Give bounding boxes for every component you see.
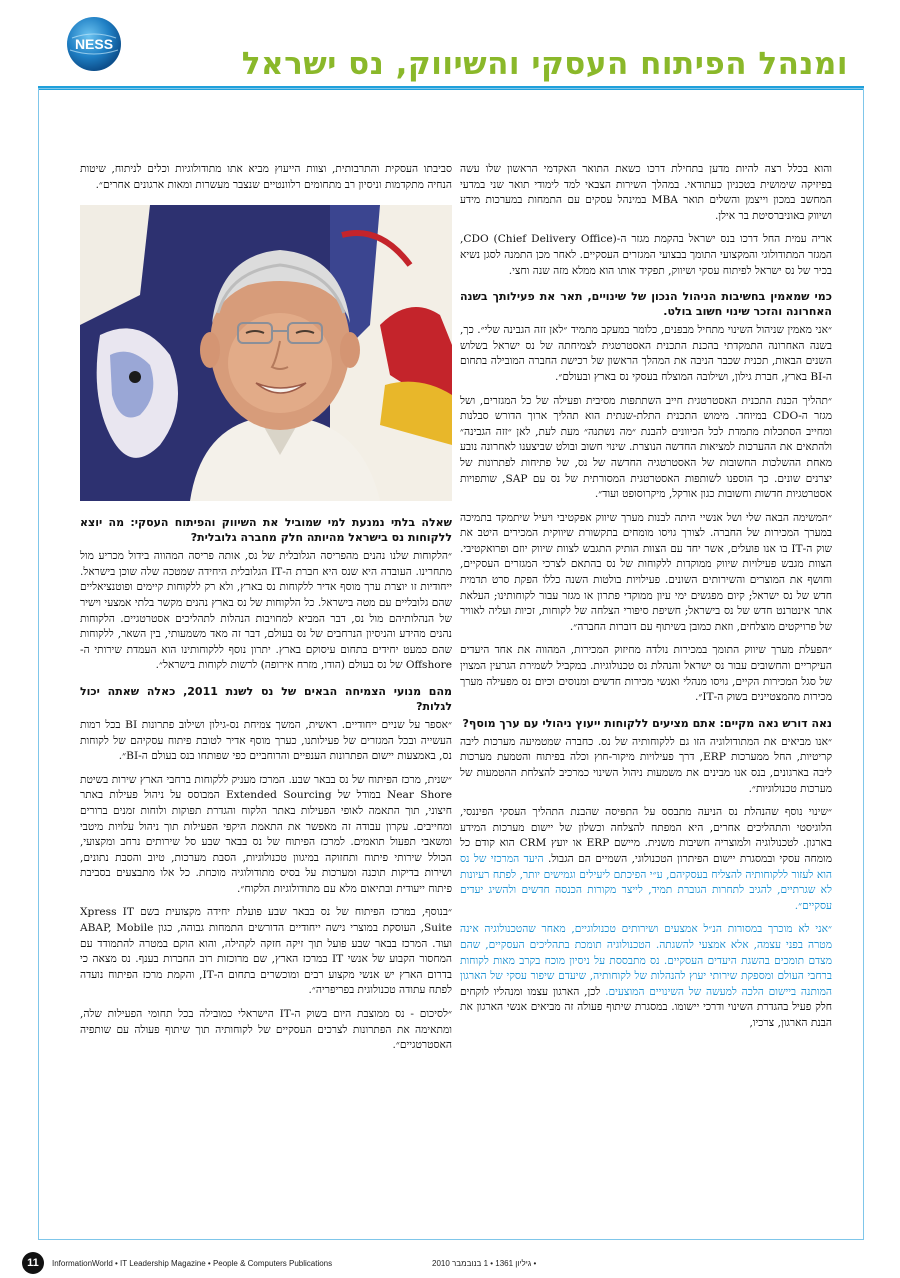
page-footer: [22, 1256, 882, 1274]
question-heading: מהם מנועי הצמיחה הבאים של נס לשנת 2011, כאלה שאתה יכול לגלות?: [80, 684, 452, 713]
portrait-illustration: [80, 205, 452, 501]
paragraph: ״הפעלת מערך שיווק התומך במכירות נולדה מחיזוק המכירות, המהווה את אחד היעדים העיקריים והחשובים עבור נס ישראל והנהלת נס טכנולוגיות. במקביל לשמירת הגרעין המצוין של סגל המכירות הקיים, גויסו מנהלי ואנשי מכירות חדשים ומנוסים וכיום נס מפעילה מערך מכירות מהמצטיינים בשוק ה-IT״.: [460, 644, 832, 704]
portrait-photo: [80, 205, 452, 501]
page-number: 11: [22, 1252, 44, 1274]
question-heading: שאלה בלתי נמנעת למי שמוביל את השיווק והפיתוח העסקי: מה יוצא ללקוחות נס בישראל מהיותה חלק מחברה גלובלית?: [80, 516, 452, 545]
paragraph: ״אנו מביאים את המתודולוגיה הזו גם ללקוחותיה של נס. כחברה שמטמיעה מערכות ליבה קריטיות, החל ממערכות ERP, דרך פעילויות מיקור-חוץ וכלה בפיתוח והטמעת מערכות ליבה בארגונים, בנס אנו מבינים את משמעות ניהול השינוי כמרכיב להצלחת ההטמעות של מערכות טכנולוגיות״.: [460, 735, 832, 795]
right-column: [460, 162, 832, 1040]
paragraph: ״הלקוחות שלנו נהנים מהפריסה הגלובלית של נס, אותה פריסה המהווה בידול מכריע מול מתחרינו. העובדה היא שנס היא חברת ה-IT הגלובלית היחידה שמטכה שלה שוכן בישראל. ייחודיות זו יוצרת ערך מוסף אדיר ללקוחות נס בארץ, ולא רק ללקוחות קיימים ופוטנציאליים שהם גלובליים עם מטה בישראל. כל הלקוחות של נס בארץ נהנים מקשר בלתי אמצעי וישיר של הנהלותיהם מול נס, דבר המביא למחויבות הנהלות לתהליכים אסטרטגיים. הלקוחות נהנים מהידע והניסיון הנרחבים של נס בעולם, דבר זה מאד משמעותי, בין השאר, ללקוחות שהם כמעט יחידים בתחום עיסוקם בארץ. יתרון נוסף ללקוחותינו הוא העמדת שירותי ה-Offshore של נס בעולם (הודו, מזרח אירופה) לרשות לקוחות בישראל״.: [80, 550, 452, 672]
paragraph: ״בנוסף, במרכז הפיתוח של נס בבאר שבע פועלת יחידה מקצועית בשם Xpress IT Suite, העוסקת במוצרי נישה ייחודיים הדורשים התמחות גבוהה, כגון ABAP, Mobile ועוד. המרכז בבאר שבע פועל תוך זיקה חזקה לקהילה, והוא הוקם במטרה להתמודד עם המחסור הקבוע של אנשי IT במרכז הארץ, שם מרוכזות רוב החברות בענף. נס מצאה כי בדרום הארץ יש אנשי מקצוע רבים ומוכשרים בתחום ה-IT, והקמת מרכז הפיתוח נועדה לפתח עתודה טכנולוגית בפריפריה״.: [80, 906, 453, 997]
logo-text: NESS: [74, 36, 114, 52]
header-band: [38, 44, 864, 90]
paragraph: ״תהליך הכנת התכנית האסטרטגית חייב השתתפות מסיבית ופעילה של כל המגזרים, ושל מגזר ה-CDO במיוחד. מימוש התכנית התלת-שנתית הוא תהליך ארוך הדורש סבלנות ומחייב הסתכלות מתמדת לכל הכיוונים להבנת ״מה נשתנה״ מעת לעת, לאן ״זזה הגבינה״ ולהתאים את ההערכות למציאות החדשה הנוצרת. שינוי חשוב ובולט שביצענו לאחרונה נובע מאחת ההשלכות החשובות של האסטרטגיה החדשה של נס, של פתיחות לפתרונות של יצרנים שונים. כך הוספנו לשותפות האסטרטגית המסורתית של נס עם SAP, שותפויות אסטרטגיות חדשות וחשובות כגון אורקל, מיקרוסופט ועוד״.: [460, 394, 832, 501]
paragraph-text: לכן, הארגון עצמו ומנהליו לוקחים חלק פעיל בהגדרת השינוי ודרכי יישומו. במסגרת שיתוף פעולה זה מביאים אנשי הארגון את הבנת הארגון, צרכיו,: [460, 985, 832, 1029]
question-heading: כמי שמאמין בחשיבות הניהול הנכון של שינויים, תאר את פעילותך בשנה האחרונה והזכר שינוי חשוב בולט.: [460, 290, 832, 319]
footer-issue: • גיליון 1361 • 1 בנובמבר 2010: [432, 1259, 537, 1268]
page-headline: ומנהל הפיתוח העסקי והשיווק, נס ישראל: [241, 46, 848, 82]
left-column: [80, 162, 452, 1062]
paragraph: אריה עמית החל דרכו בנס ישראל בהקמת מגזר ה-CDO (Chief Delivery Office), המגזר המתודולוגי והמקצועי התומך בבצועי המגזרים העסקיים. לאחר מכן התמנה לסגן נשיא בכיר של נס ישראל לפיתוח עסקי ושיווק, תפקיד אותו הוא ממלא מזה שנה וחצי.: [460, 233, 832, 277]
paragraph: [460, 805, 832, 914]
paragraph: והוא בכלל רצה להיות מדען בתחילת דרכו כשאת התואר האקדמי הראשון שלו עשה בפיזיקה שימושית בטכניון כעתודאי. במהלך השירות הצבאי למד לימודי תואר שני במדעי המחשב במכון וייצמן והשלים תואר MBA במינהל עסקים עם התמחות במערכות מידע ושיווק באוניברסיטת בר אילן.: [460, 163, 832, 222]
question-heading: נאה דורש נאה מקיים: אתם מציעים ללקוחות ייעוץ ניהולי עם ערך מוסף?: [462, 716, 832, 730]
highlighted-text: היעד המרכזי של נס הוא לעזור ללקוחותיה להצליח בעסקיהם, ע״י הפיכתם ליעילים וגמישים יותר, לפתח רעיונות לא שגרתיים, להגיב לתחרות הגוברת תמיד, לייצר מקורות הכנסה חדשים ולהשיג יעדים עסקיים״.: [460, 852, 832, 912]
paragraph: ״שנית, מרכז הפיתוח של נס בבאר שבע. המרכז מעניק ללקוחות ברחבי הארץ שירות בשיטת Near Shore במודל של Extended Sourcing המבוסס על ניהול פעילות באתר חיצוני, תוך התאמה לאופי הפעילות באתר הלקוח והגדרת תפוקות ולוחות זמנים ברורים ומחייבים. עקרון עבודה זה מאפשר את התאמת היקפי הפעילות תוך ניהול עלויות מיטבי ומשאבי תפעול תואמים. למרכז הפיתוח של נס בבאר שבע סל שירותים נרחב ומקצועי, הכולל שירותי פיתוח ותחזוקה במיגוון טכנולוגיות, הסבת מערכות, טיוב והסבת נתונים, ושירות בדיקות תוכנה ומערכות על בסיס מתודולוגיה מוכחת. כל אלו מתבצעים בסביבת פיתוח ייעודית ובתיאום מלא עם מתודולוגיות הלקוח״.: [80, 773, 452, 895]
paragraph: סביבתו העסקית והתרבותית, וצוות הייעוץ מביא אתו מתודולוגיות וכלים לניתוח, שיטות הנחיה מתקדמות וניסיון רב מתחומים רלוונטיים שנצבר מעשרות ומאות ארגונים אחרים״.: [80, 163, 452, 191]
paragraph: ״אני מאמין שניהול השינוי מתחיל מבפנים, כלומר במעקב מתמיד ״לאן זזה הגבינה שלי״. כך, בשנה האחרונה התמקדתי בהכנת התכנית האסטרטגית לצמיחתה של נס ישראל בשלוש השנים הבאות, תכנית שכבר הניבה את המהלך הראשון של רכישת החברה המובילה בתחום ה-BI בארץ, חברת גילון, ושילובה המוצלח בעסקי נס בארץ ובעולם״.: [460, 324, 832, 383]
paragraph-text: ״שינוי נוסף שהנהלת נס הניעה מתבסס על התפיסה שהבנת התהליך העסקי הפיננסי, הלוגיסטי והתהליכים אחרים, היא המפתח להצלחה וכשלון של יישום מערכות המידע בארגון. לטכנולוגיה ולמוצריה חשיבות משנית. מיישם ERP או יועץ CRM הוא קודם כל מומחה עסקי ובמסגרת יישום הפיתרון הטכנולוגי, השמיים הם הגבול.: [460, 806, 832, 865]
paragraph: [460, 922, 832, 1031]
paragraph: ״אספר על שניים ייחודיים. ראשית, המשך צמיחת נס-גילון ושילוב פתרונות BI בכל רמות העשייה ובכל המגזרים של פעילותנו, כערך מוסף אדיר לטובת פיתוח עסקיהם של לקוחות נס, באמצעות יישום הפתרונות הענפיים והרוחביים כפי שפותחו בנס בעולם ה-BI״.: [80, 718, 452, 763]
paragraph: ״לסיכום - נס ממוצבת היום בשוק ה-IT הישראלי כמובילה בכל תחומי הפעילות שלה, ומתאימה את הפתרונות לצרכים העסקיים של לקוחותיה תוך שיתוף פעולה עם שותפיה האסטרטגיים״.: [80, 1008, 452, 1052]
highlighted-text: ״אני לא מוכרך במסורות הנ״ל אמצעים ושירותים טכנולוגיים, מאחר שהטכנולוגיה אינה מטרה בפני עצמה, אלא אמצעי להשגתה. הטכנולוגיה תומכת בתהליכים העסקיים, שהם מצדם תומכים בהשגת היעדים העסקיים. נס מתבססת על ניסיון מוכח בקרב מאות לקוחות ברחבי העולם ומספקת שירותי יעוץ להנהלות של לקוחותיה, שיעדם שיפור עסקי של הארגון המותנה ביישום הלכה למעשה של השינויים המוצעים.: [460, 923, 833, 998]
paragraph: ״המשימה הבאה שלי ושל אנשיי היתה לבנות מערך שיווק אפקטיבי ויעיל שיתמקד בתמיכה במערך המכירות של החברה. לצורך גויסו מומחים בתקשורת שיווקית המכירים היטב את שוק ה-IT בו אנו פועלים, אשר יחד עם הצוות הותיק התגבש לצוות שיווק יוזם ופרואקטיבי. הצוות מגבש פעילויות שיווק ממוקדות ללקוחות של נס בהתאם לצרכי המגזרים העסקיים, וחושף את המוצרים והשירותים השונים. פעילויות בולטות השנה כללו הפקת סרט תדמית חדש של נס ישראל; קיום מפגשים ימי עיון ממוקדי פתרון או מגזר עבור לקוחותינו; העלאת אתר אינטרנט חדש של נס בישראל; חשיפת סיפורי הצלחה של לקוחות, זכיות ועליה לאוויר של פרויקטים מוצלחים, וזאת כמובן בשיתוף עם דוברות החברה״.: [460, 511, 833, 633]
footer-publications: InformationWorld • IT Leadership Magazine • People & Computers Publications: [52, 1259, 333, 1268]
